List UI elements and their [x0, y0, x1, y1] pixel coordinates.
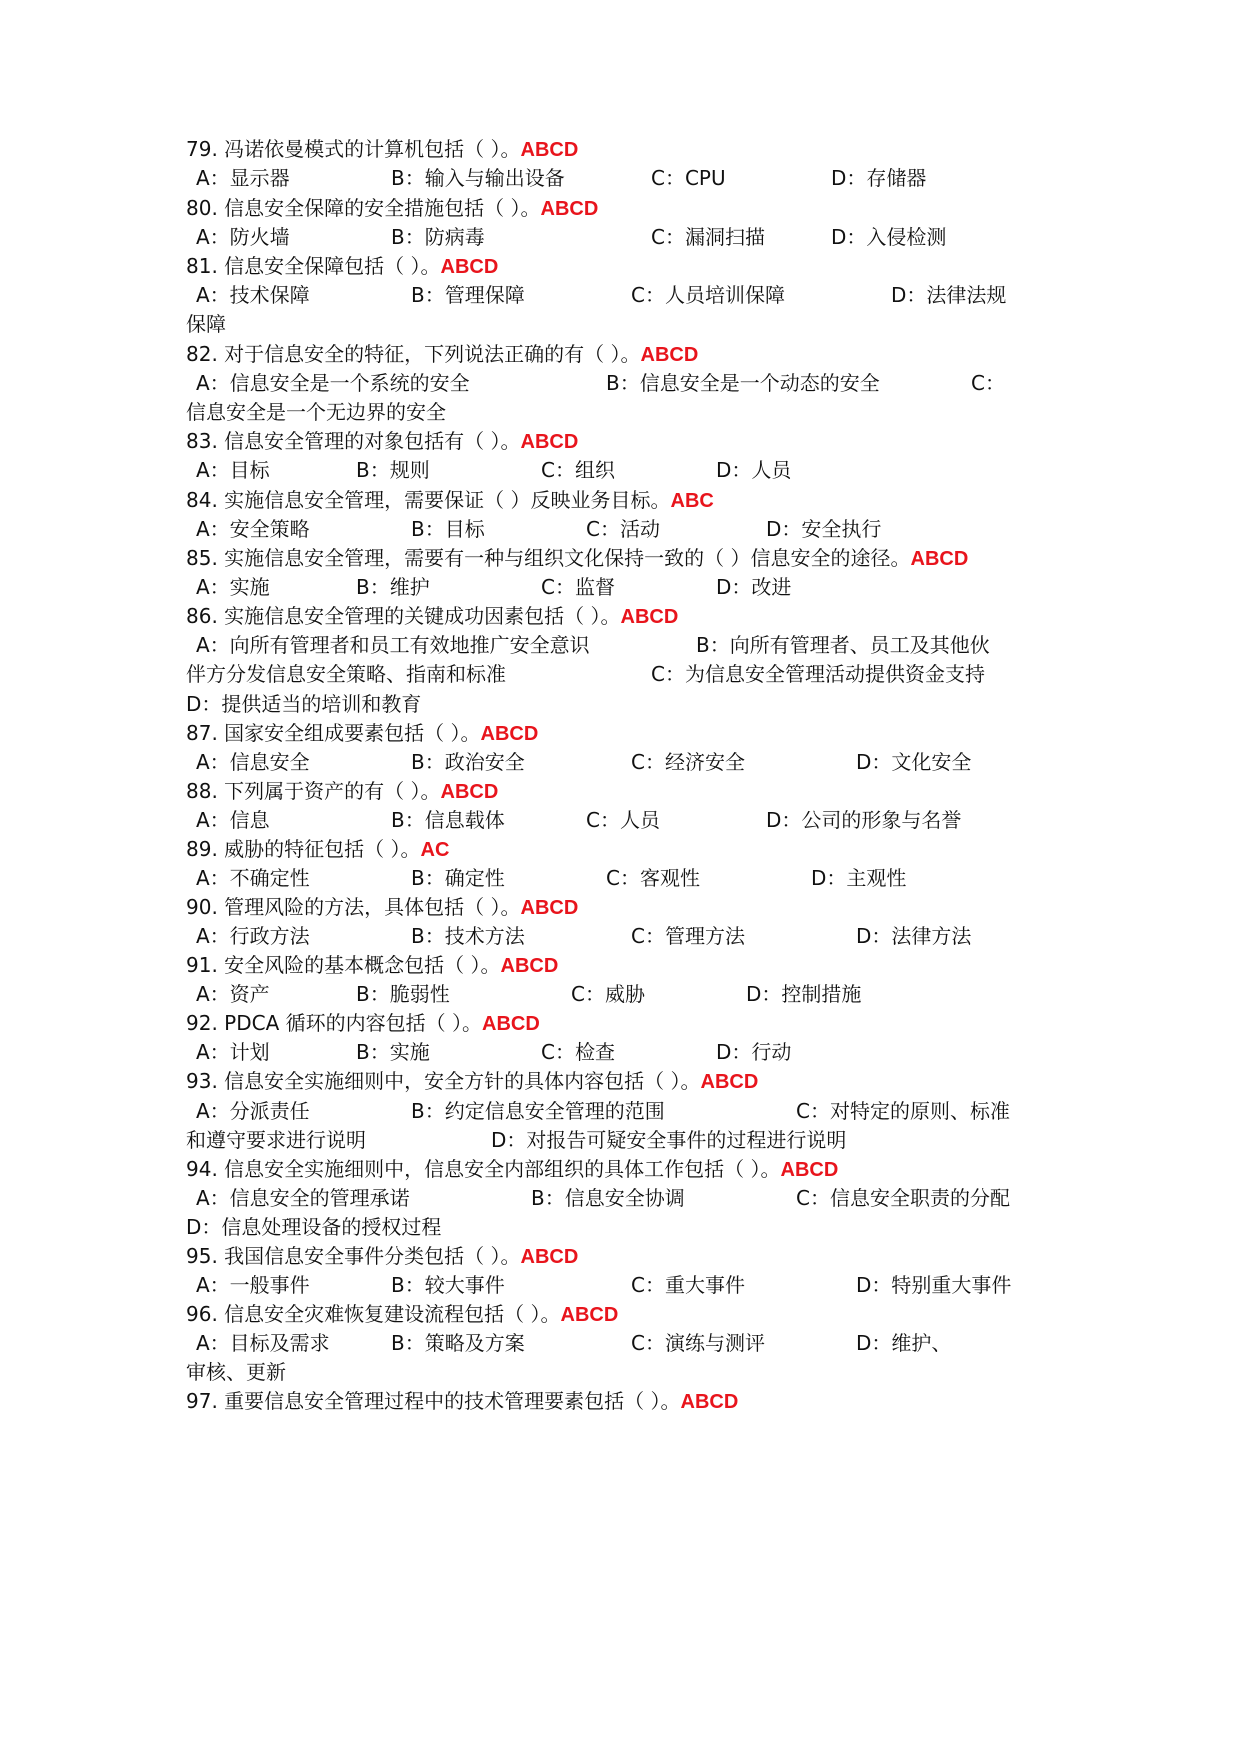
option-item: A：显示器: [196, 166, 290, 190]
answer-key: ABC: [670, 490, 714, 512]
answer-key: ABCD: [780, 1159, 839, 1181]
option-item: D：法律方法: [856, 924, 972, 948]
option-item: C：对特定的原则、标准: [796, 1099, 1010, 1123]
answer-key: ABCD: [440, 256, 499, 278]
option-item: B：技术方法: [411, 924, 525, 948]
option-item: D：对报告可疑安全事件的过程进行说明: [491, 1128, 847, 1152]
option-item: A：信息安全: [196, 750, 310, 774]
option-item: C：人员: [586, 808, 660, 832]
question-line: [186, 891, 578, 923]
option-item: A：安全策略: [196, 517, 310, 541]
question-text: 79. 冯诺依曼模式的计算机包括（ ）。: [186, 137, 521, 161]
option-item: B：维护: [356, 575, 430, 599]
answer-key: ABCD: [540, 198, 599, 220]
options-line: [186, 1269, 1066, 1301]
option-item: C：检查: [541, 1040, 615, 1064]
option-item: D：存储器: [831, 166, 927, 190]
option-item: D：法律法规: [891, 283, 1007, 307]
option-item: A：实施: [196, 575, 270, 599]
question-line: [186, 1007, 540, 1039]
question-text: 95. 我国信息安全事件分类包括（ ）。: [186, 1244, 521, 1268]
question-text: 90. 管理风险的方法，具体包括（ ）。: [186, 895, 521, 919]
option-item: C：威胁: [571, 982, 645, 1006]
option-item: D：公司的形象与名誉: [766, 808, 962, 832]
option-item: A：技术保障: [196, 283, 310, 307]
option-item: 和遵守要求进行说明: [186, 1128, 366, 1152]
answer-key: ABCD: [520, 431, 579, 453]
continuation-line: 审核、更新: [186, 1360, 286, 1384]
answer-key: ABCD: [482, 1013, 540, 1035]
option-item: D：主观性: [811, 866, 907, 890]
question-line: [186, 1385, 738, 1417]
question-text: 87. 国家安全组成要素包括（ ）。: [186, 721, 481, 745]
question-line: [186, 542, 968, 574]
option-item: B：目标: [411, 517, 485, 541]
option-item: B：信息安全是一个动态的安全: [606, 371, 880, 395]
options-line: [186, 862, 1066, 894]
options-line: [186, 221, 1066, 253]
options-line: [186, 1095, 1066, 1127]
options-line: [186, 279, 1066, 311]
option-item: C：重大事件: [631, 1273, 745, 1297]
options-line: [186, 367, 1066, 399]
option-item: B：约定信息安全管理的范围: [411, 1099, 665, 1123]
question-line: [186, 338, 698, 370]
option-item: C：客观性: [606, 866, 700, 890]
option-item: C：活动: [586, 517, 660, 541]
option-item: A：信息安全是一个系统的安全: [196, 371, 470, 395]
option-item: B：防病毒: [391, 225, 485, 249]
option-item: C：人员培训保障: [631, 283, 785, 307]
options-line: [186, 1124, 1066, 1156]
option-item: D：安全执行: [766, 517, 882, 541]
question-line: [186, 949, 558, 981]
option-item: C：漏洞扫描: [651, 225, 765, 249]
option-item: A：防火墙: [196, 225, 290, 249]
option-item: B：确定性: [411, 866, 505, 890]
question-line: [186, 717, 538, 749]
option-item: B：信息载体: [391, 808, 505, 832]
question-text: 96. 信息安全灾难恢复建设流程包括（ ）。: [186, 1302, 561, 1326]
continuation-line: 保障: [186, 312, 226, 336]
answer-key: ABCD: [560, 1304, 619, 1326]
answer-key: ABCD: [520, 897, 579, 919]
option-item: D：文化安全: [856, 750, 972, 774]
option-item: A：目标: [196, 458, 270, 482]
option-item: D：改进: [716, 575, 792, 599]
continuation-line: D：信息处理设备的授权过程: [186, 1215, 442, 1239]
question-line: [186, 250, 498, 282]
options-line: [186, 746, 1066, 778]
option-item: A：目标及需求: [196, 1331, 330, 1355]
question-line: [186, 1065, 758, 1097]
question-text: 92. PDCA 循环的内容包括（ ）。: [186, 1011, 482, 1035]
question-line: [186, 1240, 578, 1272]
options-line: [186, 920, 1066, 952]
question-text: 88. 下列属于资产的有（ ）。: [186, 779, 441, 803]
answer-key: ABCD: [520, 1246, 579, 1268]
option-item: B：策略及方案: [391, 1331, 525, 1355]
answer-key: ABCD: [480, 723, 539, 745]
option-item: A：行政方法: [196, 924, 310, 948]
option-item: B：政治安全: [411, 750, 525, 774]
options-line: [186, 1036, 1066, 1068]
option-item: C：: [971, 371, 1005, 395]
answer-key: ABCD: [500, 955, 559, 977]
question-text: 93. 信息安全实施细则中，安全方针的具体内容包括（ ）。: [186, 1069, 701, 1093]
option-item: B：较大事件: [391, 1273, 505, 1297]
question-line: [186, 1298, 618, 1330]
question-text: 97. 重要信息安全管理过程中的技术管理要素包括（ ）。: [186, 1389, 681, 1413]
answer-key: ABCD: [700, 1071, 759, 1093]
option-item: A：分派责任: [196, 1099, 310, 1123]
question-line: [186, 833, 449, 865]
question-line: [186, 1153, 838, 1185]
question-line: [186, 600, 678, 632]
question-text: 80. 信息安全保障的安全措施包括（ ）。: [186, 196, 541, 220]
option-item: A：信息: [196, 808, 270, 832]
question-text: 84. 实施信息安全管理，需要保证（ ）反映业务目标。: [186, 488, 671, 512]
option-item: D：入侵检测: [831, 225, 947, 249]
question-text: 89. 威胁的特征包括（ ）。: [186, 837, 421, 861]
answer-key: ABCD: [640, 344, 699, 366]
options-line: [186, 629, 1066, 661]
option-item: A：资产: [196, 982, 270, 1006]
answer-key: ABCD: [620, 606, 679, 628]
question-line: [186, 425, 578, 457]
answer-key: ABCD: [520, 139, 579, 161]
option-item: B：实施: [356, 1040, 430, 1064]
question-text: 81. 信息安全保障包括（ ）。: [186, 254, 441, 278]
options-line: [186, 804, 1066, 836]
answer-key: ABCD: [910, 548, 969, 570]
options-line: [186, 454, 1066, 486]
option-item: D：行动: [716, 1040, 792, 1064]
question-text: 85. 实施信息安全管理，需要有一种与组织文化保持一致的（ ）信息安全的途径。: [186, 546, 911, 570]
option-item: D：维护、: [856, 1331, 952, 1355]
answer-key: ABCD: [440, 781, 499, 803]
options-line: [186, 1327, 1066, 1359]
options-line: [186, 978, 1066, 1010]
option-item: A：向所有管理者和员工有效地推广安全意识: [196, 633, 590, 657]
option-item: C：组织: [541, 458, 615, 482]
question-text: 94. 信息安全实施细则中，信息安全内部组织的具体工作包括（ ）。: [186, 1157, 781, 1181]
option-item: C：信息安全职责的分配: [796, 1186, 1010, 1210]
option-item: C：管理方法: [631, 924, 745, 948]
option-item: D：特别重大事件: [856, 1273, 1012, 1297]
option-item: C：演练与测评: [631, 1331, 765, 1355]
option-item: B：信息安全协调: [531, 1186, 685, 1210]
option-item: B：向所有管理者、员工及其他伙: [696, 633, 990, 657]
option-item: A：一般事件: [196, 1273, 310, 1297]
answer-key: ABCD: [680, 1391, 739, 1413]
question-line: [186, 192, 598, 224]
option-item: A：信息安全的管理承诺: [196, 1186, 410, 1210]
question-text: 91. 安全风险的基本概念包括（ ）。: [186, 953, 501, 977]
question-line: [186, 484, 714, 516]
question-text: 86. 实施信息安全管理的关键成功因素包括（ ）。: [186, 604, 621, 628]
options-line: [186, 571, 1066, 603]
continuation-line: D：提供适当的培训和教育: [186, 692, 422, 716]
option-item: B：输入与输出设备: [391, 166, 565, 190]
option-item: B：管理保障: [411, 283, 525, 307]
question-line: [186, 133, 578, 165]
option-item: B：脆弱性: [356, 982, 450, 1006]
question-text: 83. 信息安全管理的对象包括有（ ）。: [186, 429, 521, 453]
continuation-line: 信息安全是一个无边界的安全: [186, 400, 446, 424]
option-item: B：规则: [356, 458, 430, 482]
option-item: C：CPU: [651, 166, 726, 190]
option-item: D：控制措施: [746, 982, 862, 1006]
option-item: C：监督: [541, 575, 615, 599]
option-item: D：人员: [716, 458, 792, 482]
option-item: A：计划: [196, 1040, 270, 1064]
question-line: [186, 775, 498, 807]
option-item: 伴方分发信息安全策略、指南和标准: [186, 662, 506, 686]
options-line: [186, 658, 1066, 690]
options-line: [186, 1182, 1066, 1214]
option-item: A：不确定性: [196, 866, 310, 890]
options-line: [186, 162, 1066, 194]
answer-key: AC: [420, 839, 450, 861]
option-item: C：为信息安全管理活动提供资金支持: [651, 662, 985, 686]
options-line: [186, 513, 1066, 545]
option-item: C：经济安全: [631, 750, 745, 774]
question-text: 82. 对于信息安全的特征，下列说法正确的有（ ）。: [186, 342, 641, 366]
